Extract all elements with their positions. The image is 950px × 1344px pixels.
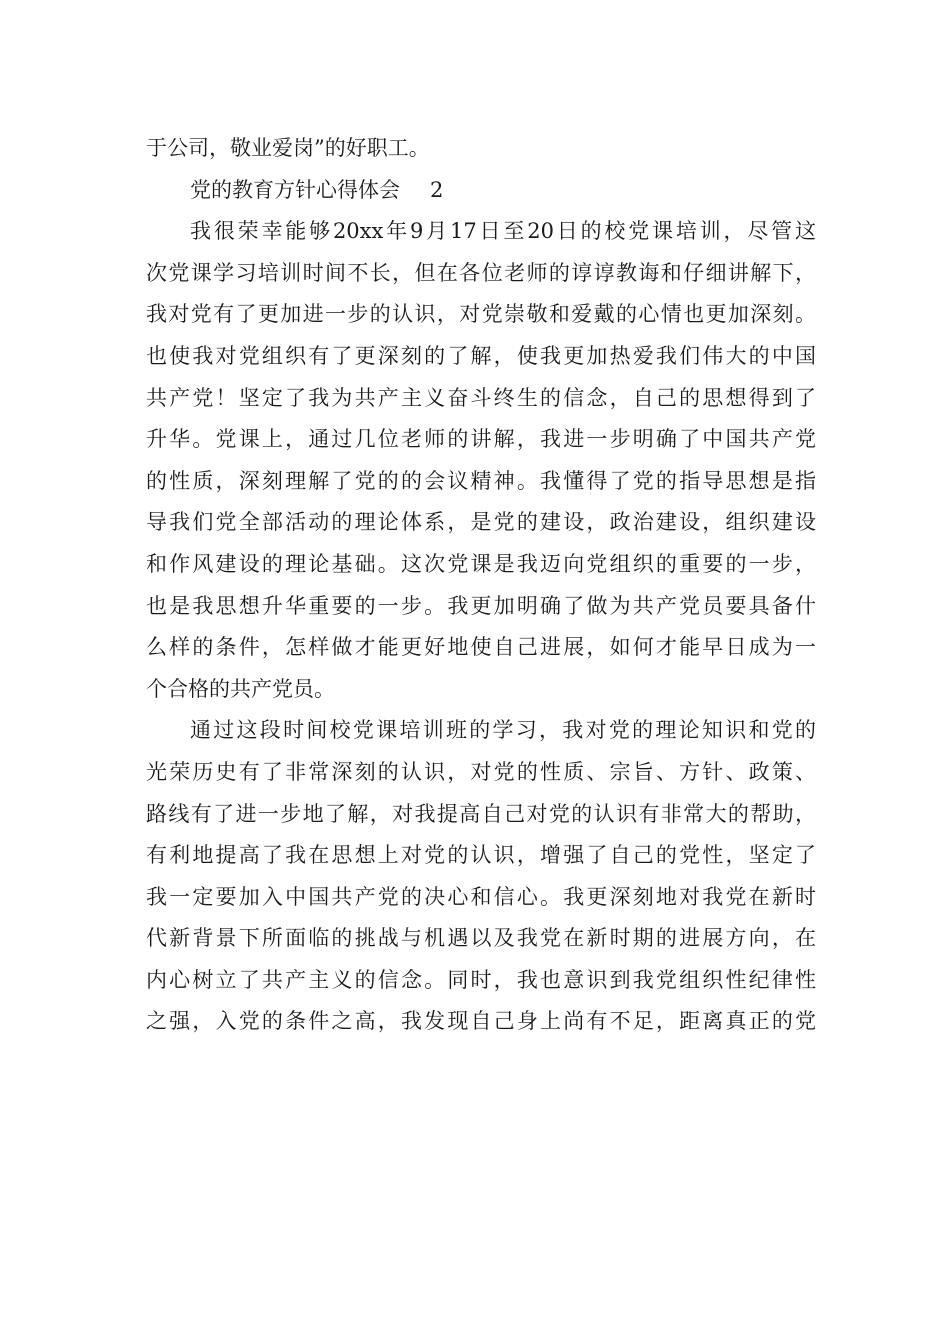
section-heading-number: 2 [430, 177, 444, 202]
paragraph-line: 光荣历史有了非常深刻的认识，对党的性质、宗旨、方针、政策、 [146, 759, 816, 784]
paragraph-line: 共产党！坚定了我为共产主义奋斗终生的信念，自己的思想得到了 [146, 385, 816, 410]
paragraph-line: 之强，入党的条件之高，我发现自己身上尚有不足，距离真正的党 [146, 1009, 816, 1034]
section-heading-title: 党的教育方针心得体会 [190, 177, 400, 202]
paragraph-line: 内心树立了共产主义的信念。同时，我也意识到我党组织性纪律性 [146, 967, 816, 992]
previous-paragraph-tail: 于公司，敬业爱岗”的好职工。 [146, 136, 430, 160]
paragraph-line: 代新背景下所面临的挑战与机遇以及我党在新时期的进展方向，在 [146, 926, 816, 951]
paragraph-line: 也是我思想升华重要的一步。我更加明确了做为共产党员要具备什 [146, 593, 816, 618]
paragraph-line: 我很荣幸能够20xx年9月17日至20日的校党课培训，尽管这 [190, 219, 816, 244]
paragraph-line: 的性质，深刻理解了党的的会议精神。我懂得了党的指导思想是指 [146, 468, 816, 493]
paragraph-line: 我对党有了更加进一步的认识，对党崇敬和爱戴的心情也更加深刻。 [146, 302, 816, 327]
paragraph-line: 路线有了进一步地了解，对我提高自己对党的认识有非常大的帮助， [146, 801, 816, 826]
paragraph-line: 和作风建设的理论基础。这次党课是我迈向党组织的重要的一步， [146, 551, 816, 576]
paragraph-line: 导我们党全部活动的理论体系，是党的建设，政治建设，组织建设 [146, 510, 816, 535]
paragraph-line: 通过这段时间校党课培训班的学习，我对党的理论知识和党的 [190, 718, 816, 743]
paragraph-line: 有利地提高了我在思想上对党的认识，增强了自己的党性，坚定了 [146, 843, 816, 868]
paragraph-line: 也使我对党组织有了更深刻的了解，使我更加热爱我们伟大的中国 [146, 343, 816, 368]
paragraph-line: 我一定要加入中国共产党的决心和信心。我更深刻地对我党在新时 [146, 884, 816, 909]
paragraph-line: 么样的条件，怎样做才能更好地使自己进展，如何才能早日成为一 [146, 635, 816, 660]
paragraph-line: 次党课学习培训时间不长，但在各位老师的谆谆教诲和仔细讲解下， [146, 260, 816, 285]
paragraph-1 [146, 211, 816, 710]
paragraph-2 [146, 710, 816, 1043]
paragraph-line: 升华。党课上，通过几位老师的讲解，我进一步明确了中国共产党 [146, 427, 816, 452]
section-heading [146, 170, 816, 212]
document-body [146, 128, 816, 1043]
paragraph-line: 个合格的共产党员。 [146, 676, 335, 701]
